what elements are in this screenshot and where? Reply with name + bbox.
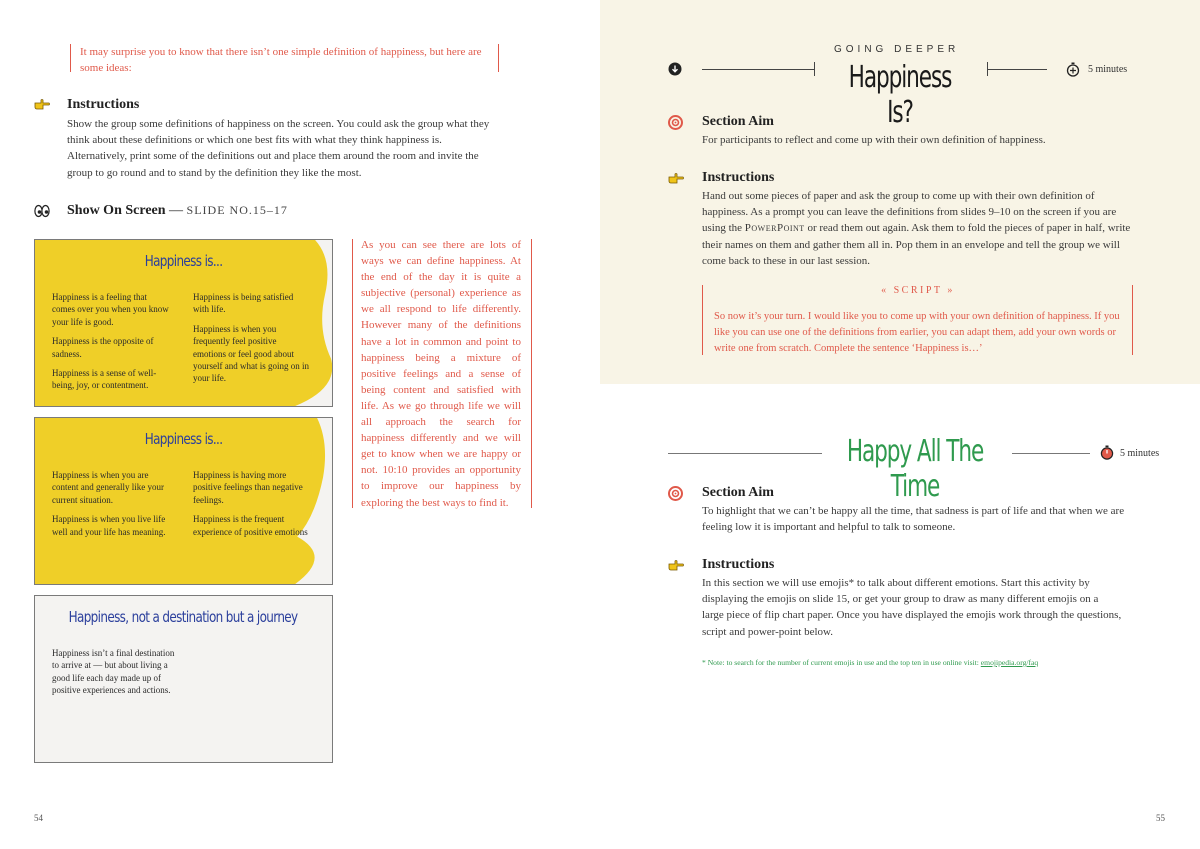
instructions-title: Instructions: [67, 97, 140, 112]
slide-2-definition: Happiness is when you are content and generally like your current situation.: [52, 470, 164, 505]
instructions-title: Instructions: [702, 170, 775, 185]
title-rule-left: [702, 69, 814, 70]
quote-bar-left: [70, 44, 71, 72]
slide-card-1: [34, 239, 333, 407]
happy-minutes: 5 minutes: [1120, 448, 1160, 459]
side-note-bar-right: [531, 239, 532, 508]
show-on-screen-heading: [67, 203, 288, 219]
side-note-bar-left: [352, 239, 353, 508]
pointing-hand-icon: [668, 559, 684, 571]
stopwatch-icon: [1066, 62, 1080, 77]
right-page: [600, 0, 1200, 849]
happiness-is-title: Happiness Is?: [848, 60, 952, 130]
emojipedia-link[interactable]: emojipedia.org/faq: [980, 658, 1039, 667]
footnote: * Note: to search for the number of current emojis in use and the top ten in use online visit: emojipedia.org/faq: [702, 658, 1039, 667]
quote-bar-right: [498, 44, 499, 72]
instructions-body: In this section we will use emojis* to talk about different emotions. Start this activity by displaying the emojis on slide 15, or get your group to draw as many different emojis on a large piece of flip chart paper. Once you have displayed the emojis work through the questions, script and power-point below.: [702, 577, 1122, 638]
intro-quote: It may surprise you to know that there isn’t one simple definition of happiness, but here are some ideas:: [80, 46, 482, 74]
section-aim-body: For participants to reflect and come up with their own definition of happiness.: [702, 134, 1046, 146]
slide-2-definition: Happiness is when you live life well and your life has meaning.: [52, 514, 166, 537]
eyes-icon: [34, 204, 50, 218]
slide-1-definition: Happiness is when you frequently feel positive emotions or feel good about yourself and what is going on in your life.: [193, 323, 309, 384]
instructions-title: Instructions: [702, 557, 775, 572]
slide-2-title: Happiness is...: [144, 430, 223, 448]
happy-rule-right: [1012, 453, 1090, 454]
title-rule-right: [987, 69, 1047, 70]
slide-1-definition: Happiness is being satisfied with life.: [193, 292, 294, 315]
going-deeper-kicker: GOING DEEPER: [834, 44, 960, 55]
section-aim-title: Section Aim: [702, 485, 774, 500]
slide-2-definition: Happiness is the frequent experience of positive emotions: [193, 514, 308, 537]
slide-2-col-2: [193, 469, 313, 545]
instructions-body: Show the group some definitions of happiness on the screen. You could ask the group what they think about these definitions or which one best fits with what they think happiness is. Alternatively, print some of the definitions out and place them around the room and invite the group to go round and to stand by the definition they like the most.: [67, 118, 490, 179]
show-on-screen-dash: —: [169, 203, 184, 218]
slide-1-col-1: [52, 291, 172, 399]
slide-card-2: [34, 417, 333, 585]
section-aim-title: Section Aim: [702, 114, 774, 129]
page-number-left: 54: [34, 813, 43, 823]
timer-icon: [1100, 445, 1114, 460]
target-icon: [668, 115, 683, 130]
slide-1-definition: Happiness is the opposite of sadness.: [52, 336, 154, 359]
happy-all-the-time-title: Happy All The Time: [846, 434, 984, 504]
slide-1-title: Happiness is...: [144, 252, 223, 270]
page-number-right: 55: [1156, 813, 1165, 823]
slide-2-definition: Happiness is having more positive feelings than negative feelings.: [193, 470, 303, 505]
slide-3-title: Happiness, not a destination but a journey: [69, 608, 298, 626]
slide-3-col-1: [52, 647, 182, 704]
instructions-body: Hand out some pieces of paper and ask the group to come up with their own definition of happiness. As a prompt you can leave the definitions from slides 9–10 on the screen if you are using the PowerPoint or read them out again. Ask them to fold the pieces of paper in half, write their names on them and gather them all in. Pop them in an envelope and tell the group we will come back to these in our last session.: [702, 190, 1131, 267]
slide-card-3: [34, 595, 333, 763]
arrow-down-icon: [668, 62, 682, 76]
script-text: So now it’s your turn. I would like you to come up with your own definition of happiness. If you like you can use one of the definitions from earlier, you can adapt them, add your own words or write one from scratch. Complete the sentence ‘Happiness is…’: [714, 311, 1120, 355]
happy-rule-left: [668, 453, 822, 454]
pointing-hand-icon: [34, 98, 50, 110]
script-label: « SCRIPT »: [881, 285, 955, 296]
slide-2-col-1: [52, 469, 174, 545]
slide-3-definition: Happiness isn’t a final destination to arrive at — but about living a good life each day made up of positive experiences and actions.: [52, 648, 175, 696]
title-rule-left-tick: [814, 62, 815, 76]
side-note: As you can see there are lots of ways we can define happiness. At the end of the day it is quite a subjective (personal) experience as we all respond to life differently. However many of the definitions have a lot in common and point to happiness being a mixture of positive feelings and a sense of being content and satisfied with life. As we go through life we will all approach the search for happiness differently and we will get to know when we are happy or not. 10:10 provides an opportunity to improve our happiness by exploring the best ways to find it.: [361, 239, 521, 509]
slide-1-col-2: [193, 291, 311, 392]
slide-1-definition: Happiness is a feeling that comes over you when you know your life is good.: [52, 292, 169, 327]
script-box: [702, 285, 1134, 355]
pointing-hand-icon: [668, 172, 684, 184]
show-on-screen-title: Show On Screen: [67, 203, 166, 218]
going-deeper-minutes: 5 minutes: [1088, 64, 1128, 75]
target-icon: [668, 486, 683, 501]
section-aim-body: To highlight that we can’t be happy all the time, that sadness is part of life and that when we are feeling low it is important and helpful to talk to someone.: [702, 505, 1125, 534]
slide-reference: SLIDE NO.15–17: [186, 203, 288, 217]
slide-1-definition: Happiness is a sense of well-being, joy, or contentment.: [52, 368, 157, 391]
